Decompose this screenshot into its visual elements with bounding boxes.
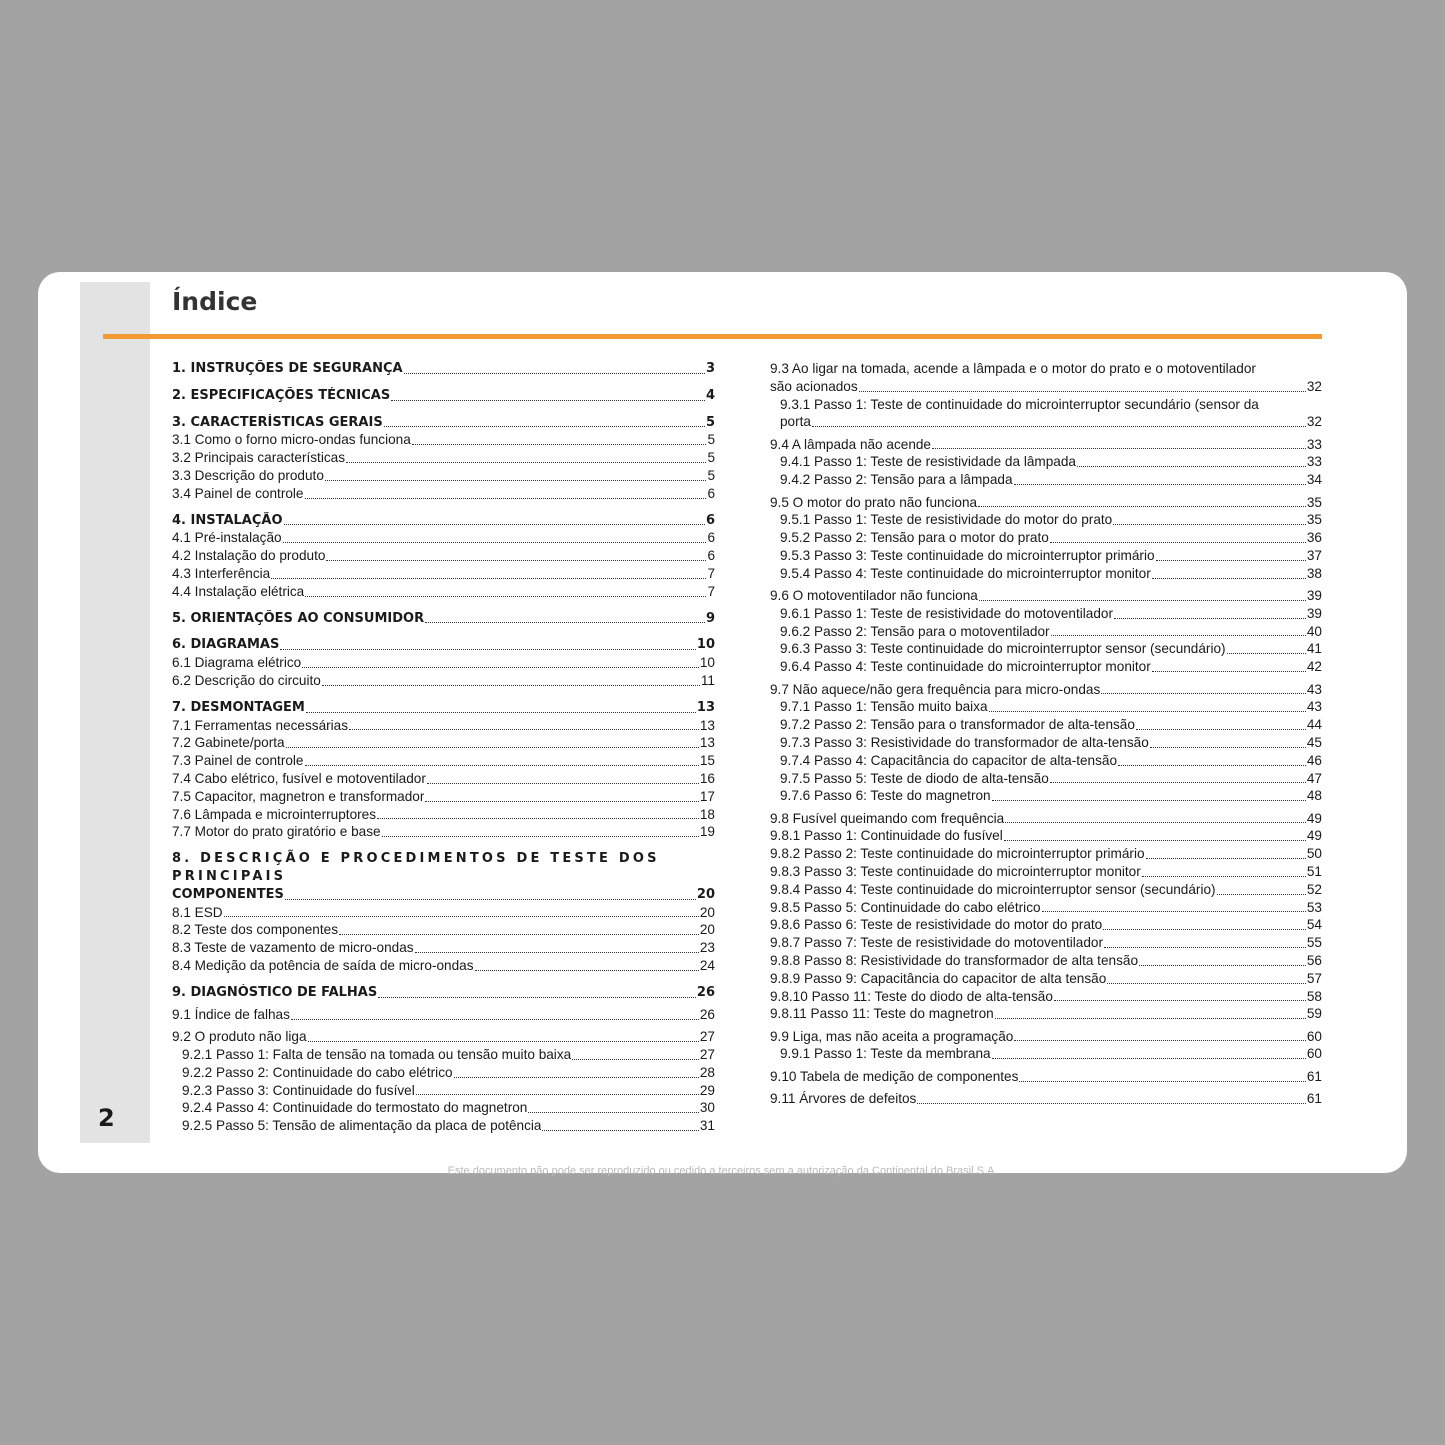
- toc-entry[interactable]: 7.6 Lâmpada e microinterruptores 18: [172, 806, 715, 822]
- toc-entry[interactable]: 9.6.4 Passo 4: Teste continuidade do microinterruptor monitor 42: [780, 659, 1322, 675]
- toc-entry[interactable]: 4.2 Instalação do produto 6: [172, 548, 715, 564]
- toc-entry[interactable]: 9.8 Fusível queimando com frequência 49: [770, 810, 1322, 826]
- toc-entry[interactable]: 9.8.11 Passo 11: Teste do magnetron 59: [770, 1006, 1322, 1022]
- toc-entry[interactable]: 9.7 Não aquece/não gera frequência para micro-ondas 43: [770, 681, 1322, 697]
- toc-entry-wrapped-line[interactable]: 9.3.1 Passo 1: Teste de continuidade do microinterruptor secundário (sensor da: [780, 396, 1259, 412]
- toc-entry[interactable]: 9.1 Índice de falhas 26: [172, 1007, 715, 1022]
- toc-entry[interactable]: 9.7.1 Passo 1: Tensão muito baixa 43: [780, 699, 1322, 715]
- toc-entry[interactable]: 6. DIAGRAMAS 10: [172, 637, 715, 653]
- toc-entry[interactable]: 9.7.5 Passo 5: Teste de diodo de alta-tensão 47: [780, 770, 1322, 786]
- toc-entry[interactable]: 9.8.1 Passo 1: Continuidade do fusível 49: [770, 828, 1322, 844]
- toc-entry[interactable]: 3.2 Principais características 5: [172, 450, 715, 466]
- toc-entry[interactable]: 6.2 Descrição do circuito 11: [172, 672, 715, 688]
- toc-entry[interactable]: 9.5 O motor do prato não funciona 35: [770, 494, 1322, 510]
- toc-entry[interactable]: 3.3 Descrição do produto 5: [172, 467, 715, 483]
- toc-entry[interactable]: 9.8.4 Passo 4: Teste continuidade do microinterruptor sensor (secundário) 52: [770, 881, 1322, 897]
- toc-entry[interactable]: 9.5.3 Passo 3: Teste continuidade do microinterruptor primário 37: [780, 547, 1322, 563]
- toc-entry[interactable]: COMPONENTES 20: [172, 886, 715, 902]
- toc-entry[interactable]: 9.6.1 Passo 1: Teste de resistividade do motoventilador 39: [780, 605, 1322, 621]
- page-title: Índice: [172, 287, 258, 316]
- toc-entry[interactable]: 1. INSTRUÇÕES DE SEGURANÇA 3: [172, 361, 715, 376]
- toc-entry[interactable]: 9.4.1 Passo 1: Teste de resistividade da lâmpada 33: [780, 454, 1322, 470]
- title-divider: [103, 334, 1322, 339]
- toc-entry[interactable]: 9.4 A lâmpada não acende 33: [770, 436, 1322, 452]
- index-page: [38, 272, 1407, 1173]
- toc-left-column: [172, 360, 715, 1135]
- toc-entry[interactable]: 3. CARACTERÍSTICAS GERAIS 5: [172, 414, 715, 430]
- toc-entry[interactable]: 9.8.3 Passo 3: Teste continuidade do microinterruptor monitor 51: [770, 864, 1322, 880]
- toc-entry[interactable]: 9. DIAGNÓSTICO DE FALHAS 26: [172, 984, 715, 1000]
- copyright-footer: Este documento não pode ser reproduzido ou cedido a terceiros sem a autorização da Continental do Brasil S.A.: [447, 1165, 998, 1177]
- toc-entry[interactable]: 9.5.2 Passo 2: Tensão para o motor do prato 36: [780, 530, 1322, 546]
- toc-entry[interactable]: 4.4 Instalação elétrica 7: [172, 583, 715, 599]
- toc-entry[interactable]: 4.3 Interferência 7: [172, 565, 715, 581]
- toc-entry[interactable]: 9.8.7 Passo 7: Teste de resistividade do motoventilador 55: [770, 935, 1322, 951]
- toc-entry[interactable]: são acionados 32: [770, 378, 1322, 394]
- toc-entry[interactable]: 7.2 Gabinete/porta 13: [172, 735, 715, 751]
- toc-entry[interactable]: 3.1 Como o forno micro-ondas funciona 5: [172, 432, 715, 448]
- toc-entry-wrapped-line[interactable]: 9.3 Ao ligar na tomada, acende a lâmpada e o motor do prato e o motoventilador: [770, 361, 1256, 376]
- toc-entry[interactable]: 7.1 Ferramentas necessárias 13: [172, 717, 715, 733]
- toc-entry[interactable]: 9.7.6 Passo 6: Teste do magnetron 48: [780, 788, 1322, 804]
- toc-entry[interactable]: 9.9 Liga, mas não aceita a programação 60: [770, 1028, 1322, 1044]
- toc-entry[interactable]: 9.8.8 Passo 8: Resistividade do transformador de alta tensão 56: [770, 953, 1322, 968]
- toc-entry[interactable]: 9.2.1 Passo 1: Falta de tensão na tomada ou tensão muito baixa 27: [182, 1047, 715, 1063]
- toc-entry[interactable]: 9.2 O produto não liga 27: [172, 1029, 715, 1045]
- toc-right-column: [770, 360, 1322, 1108]
- toc-entry[interactable]: 7.4 Cabo elétrico, fusível e motoventilador 16: [172, 770, 715, 786]
- toc-entry[interactable]: 8.2 Teste dos componentes 20: [172, 922, 715, 938]
- toc-entry[interactable]: 9.6.2 Passo 2: Tensão para o motoventilador 40: [780, 623, 1322, 639]
- toc-entry[interactable]: 9.8.6 Passo 6: Teste de resistividade do motor do prato 54: [770, 917, 1322, 933]
- toc-entry[interactable]: 9.2.5 Passo 5: Tensão de alimentação da placa de potência 31: [182, 1118, 715, 1134]
- toc-entry[interactable]: 6.1 Diagrama elétrico 10: [172, 655, 715, 671]
- toc-entry[interactable]: 5. ORIENTAÇÕES AO CONSUMIDOR 9: [172, 610, 715, 626]
- toc-entry[interactable]: 2. ESPECIFICAÇÕES TÉCNICAS 4: [172, 387, 715, 403]
- toc-entry[interactable]: 3.4 Painel de controle 6: [172, 485, 715, 501]
- toc-entry[interactable]: 9.2.3 Passo 3: Continuidade do fusível 29: [182, 1082, 715, 1098]
- toc-entry[interactable]: 9.9.1 Passo 1: Teste da membrana 60: [780, 1046, 1322, 1062]
- page-margin-strip: [80, 282, 150, 1143]
- toc-entry[interactable]: 8.4 Medição da potência de saída de micro-ondas 24: [172, 957, 715, 973]
- toc-entry[interactable]: 4. INSTALAÇÃO 6: [172, 512, 715, 528]
- toc-entry[interactable]: 7.3 Painel de controle 15: [172, 753, 715, 769]
- toc-entry[interactable]: 8.1 ESD 20: [172, 904, 715, 920]
- toc-entry[interactable]: 9.11 Árvores de defeitos 61: [770, 1091, 1322, 1107]
- toc-entry[interactable]: 9.8.9 Passo 9: Capacitância do capacitor de alta tensão 57: [770, 970, 1322, 986]
- toc-entry[interactable]: 9.8.5 Passo 5: Continuidade do cabo elétrico 53: [770, 899, 1322, 915]
- toc-entry[interactable]: 9.8.10 Passo 11: Teste do diodo de alta-tensão 58: [770, 988, 1322, 1004]
- toc-entry[interactable]: 9.5.4 Passo 4: Teste continuidade do microinterruptor monitor 38: [780, 565, 1322, 581]
- toc-entry[interactable]: 9.2.4 Passo 4: Continuidade do termostato do magnetron 30: [182, 1100, 715, 1116]
- toc-entry[interactable]: 9.6 O motoventilador não funciona 39: [770, 588, 1322, 604]
- toc-entry[interactable]: 7.5 Capacitor, magnetron e transformador 17: [172, 788, 715, 804]
- toc-entry-wrapped-line[interactable]: 8. DESCRIÇÃO E PROCEDIMENTOS DE TESTE DOS PRINCIPAIS: [172, 851, 660, 884]
- toc-entry[interactable]: 9.7.4 Passo 4: Capacitância do capacitor de alta-tensão 46: [780, 752, 1322, 768]
- toc-entry[interactable]: 9.8.2 Passo 2: Teste continuidade do microinterruptor primário 50: [770, 846, 1322, 862]
- toc-entry[interactable]: 9.4.2 Passo 2: Tensão para a lâmpada 34: [780, 472, 1322, 488]
- toc-entry[interactable]: 7. DESMONTAGEM 13: [172, 699, 715, 715]
- toc-entry[interactable]: 9.10 Tabela de medição de componentes 61: [770, 1068, 1322, 1084]
- page-number: 2: [98, 1104, 115, 1132]
- toc-entry[interactable]: 9.6.3 Passo 3: Teste continuidade do microinterruptor sensor (secundário) 41: [780, 641, 1322, 657]
- toc-entry[interactable]: 9.7.3 Passo 3: Resistividade do transformador de alta-tensão 45: [780, 734, 1322, 750]
- toc-entry[interactable]: 9.5.1 Passo 1: Teste de resistividade do motor do prato 35: [780, 512, 1322, 528]
- toc-entry[interactable]: 4.1 Pré-instalação 6: [172, 530, 715, 546]
- toc-entry[interactable]: 9.2.2 Passo 2: Continuidade do cabo elétrico 28: [182, 1064, 715, 1080]
- toc-entry[interactable]: porta 32: [780, 414, 1322, 430]
- toc-entry[interactable]: 8.3 Teste de vazamento de micro-ondas 23: [172, 940, 715, 956]
- toc-entry[interactable]: 9.7.2 Passo 2: Tensão para o transformador de alta-tensão 44: [780, 717, 1322, 733]
- toc-entry[interactable]: 7.7 Motor do prato giratório e base 19: [172, 824, 715, 840]
